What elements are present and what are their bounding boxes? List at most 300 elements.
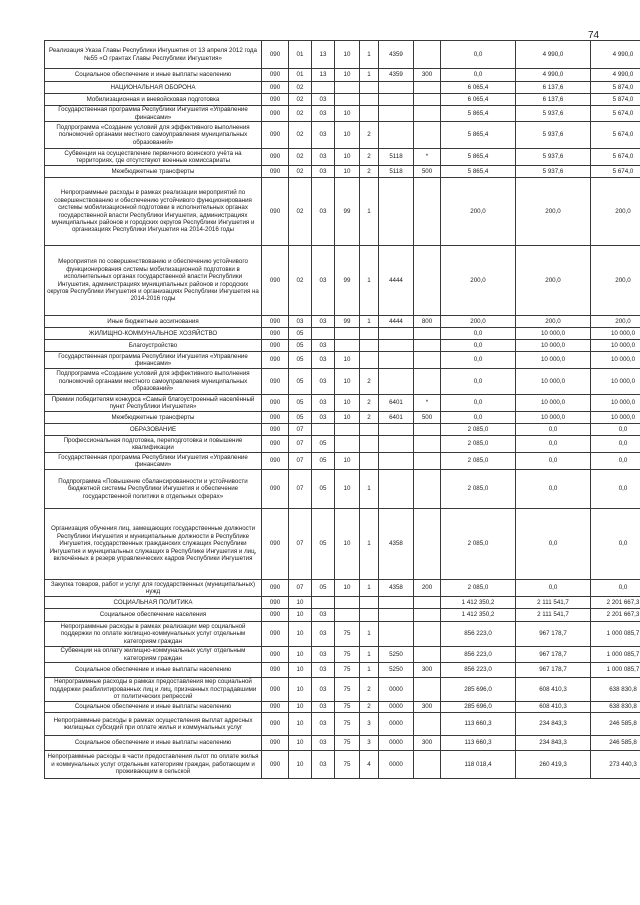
row-target-cell: 4358 (379, 580, 414, 597)
row-name-cell: Социальное обеспечение и иные выплаты населению (45, 736, 262, 751)
row-year2-amount: 0,0 (516, 424, 591, 436)
row-expense-type-cell (414, 609, 441, 622)
row-target-cell: 5118 (379, 166, 414, 178)
row-target-cell (379, 328, 414, 340)
row-section-cell: 10 (289, 751, 312, 779)
row-subprogram-cell: 3 (360, 713, 379, 736)
row-target-cell: 6401 (379, 412, 414, 424)
row-subsection-cell: 03 (312, 751, 335, 779)
row-name-cell: Мобилизационная и вневойсковая подготовка (45, 94, 262, 106)
table-row (45, 178, 640, 246)
row-year1-amount: 200,0 (441, 246, 516, 316)
row-program-cell (335, 328, 360, 340)
row-year3-amount: 10 000,0 (591, 340, 640, 352)
row-program-cell: 75 (335, 702, 360, 713)
row-ved-cell: 090 (262, 622, 289, 647)
row-subsection-cell: 03 (312, 678, 335, 702)
row-expense-type-cell (414, 436, 441, 453)
row-ved-cell: 090 (262, 395, 289, 412)
table-row (45, 94, 640, 106)
row-name-cell: Подпрограмма «Создание условий для эффективного выполнения полномочий органами местного самоуправления муниципальных образований» (45, 369, 262, 395)
row-subsection-cell: 03 (312, 340, 335, 352)
table-row (45, 436, 640, 453)
row-program-cell (335, 597, 360, 609)
row-year3-amount: 2 201 667,3 (591, 609, 640, 622)
row-program-cell (335, 424, 360, 436)
row-year1-amount: 6 065,4 (441, 94, 516, 106)
row-ved-cell: 090 (262, 453, 289, 470)
row-expense-type-cell (414, 246, 441, 316)
row-subsection-cell: 13 (312, 69, 335, 82)
row-subprogram-cell: 4 (360, 751, 379, 779)
row-program-cell: 99 (335, 246, 360, 316)
row-year3-amount: 0,0 (591, 453, 640, 470)
row-year3-amount: 5 874,0 (591, 82, 640, 94)
row-expense-type-cell (414, 94, 441, 106)
row-subprogram-cell: 1 (360, 470, 379, 509)
row-expense-type-cell (414, 369, 441, 395)
row-name-cell: НАЦИОНАЛЬНАЯ ОБОРОНА (45, 82, 262, 94)
row-subprogram-cell: 1 (360, 622, 379, 647)
row-year2-amount: 200,0 (516, 246, 591, 316)
row-year2-amount: 5 937,6 (516, 149, 591, 166)
row-section-cell: 10 (289, 702, 312, 713)
row-program-cell: 75 (335, 678, 360, 702)
row-subprogram-cell: 1 (360, 316, 379, 328)
row-subsection-cell (312, 328, 335, 340)
row-program-cell: 10 (335, 69, 360, 82)
row-section-cell: 05 (289, 340, 312, 352)
row-expense-type-cell (414, 41, 441, 69)
row-name-cell: Непрограммные расходы в рамках реализации мер социальной поддержки по оплате жилищно-коммунальных услуг отдельным категориям граждан (45, 622, 262, 647)
row-year2-amount: 260 419,3 (516, 751, 591, 779)
row-year3-amount: 2 201 667,3 (591, 597, 640, 609)
row-expense-type-cell: 300 (414, 736, 441, 751)
row-expense-type-cell (414, 678, 441, 702)
row-section-cell: 07 (289, 453, 312, 470)
row-year1-amount: 0,0 (441, 352, 516, 369)
table-row (45, 328, 640, 340)
row-subprogram-cell: 3 (360, 736, 379, 751)
row-section-cell: 05 (289, 328, 312, 340)
table-row (45, 106, 640, 122)
row-subprogram-cell: 1 (360, 663, 379, 678)
row-target-cell: 4444 (379, 246, 414, 316)
row-program-cell: 75 (335, 622, 360, 647)
row-ved-cell: 090 (262, 41, 289, 69)
row-year1-amount: 5 865,4 (441, 166, 516, 178)
row-name-cell: Иные бюджетные ассигнования (45, 316, 262, 328)
row-year1-amount: 113 660,3 (441, 713, 516, 736)
row-year1-amount: 5 865,4 (441, 149, 516, 166)
row-expense-type-cell (414, 453, 441, 470)
row-year3-amount: 200,0 (591, 178, 640, 246)
row-program-cell: 10 (335, 470, 360, 509)
row-subsection-cell: 03 (312, 369, 335, 395)
row-target-cell: 5118 (379, 149, 414, 166)
row-name-cell: Межбюджетные трансферты (45, 412, 262, 424)
row-subsection-cell: 05 (312, 453, 335, 470)
row-target-cell: 0000 (379, 713, 414, 736)
row-name-cell: Премии победителям конкурса «Самый благоустроенный населённый пункт Республики Ингушетия» (45, 395, 262, 412)
row-year1-amount: 2 085,0 (441, 424, 516, 436)
row-ved-cell: 090 (262, 328, 289, 340)
table-row (45, 369, 640, 395)
row-target-cell (379, 352, 414, 369)
row-year1-amount: 856 223,0 (441, 647, 516, 663)
table-row (45, 597, 640, 609)
row-ved-cell: 090 (262, 609, 289, 622)
row-year2-amount: 10 000,0 (516, 352, 591, 369)
table-row (45, 149, 640, 166)
row-section-cell: 03 (289, 316, 312, 328)
row-subsection-cell: 03 (312, 149, 335, 166)
row-expense-type-cell: 200 (414, 580, 441, 597)
row-ved-cell: 090 (262, 340, 289, 352)
row-target-cell (379, 453, 414, 470)
row-ved-cell: 090 (262, 736, 289, 751)
row-ved-cell: 090 (262, 69, 289, 82)
row-expense-type-cell: 300 (414, 69, 441, 82)
row-year2-amount: 10 000,0 (516, 340, 591, 352)
row-program-cell: 10 (335, 352, 360, 369)
row-program-cell (335, 94, 360, 106)
row-year2-amount: 5 937,6 (516, 106, 591, 122)
row-year2-amount: 0,0 (516, 509, 591, 580)
row-program-cell: 99 (335, 316, 360, 328)
row-year2-amount: 10 000,0 (516, 328, 591, 340)
row-year3-amount: 5 674,0 (591, 106, 640, 122)
table-row (45, 246, 640, 316)
row-year1-amount: 2 085,0 (441, 436, 516, 453)
row-program-cell: 10 (335, 149, 360, 166)
row-year1-amount: 285 696,0 (441, 678, 516, 702)
row-program-cell: 10 (335, 395, 360, 412)
row-program-cell: 10 (335, 41, 360, 69)
row-ved-cell: 090 (262, 597, 289, 609)
row-expense-type-cell (414, 713, 441, 736)
row-year2-amount: 967 178,7 (516, 647, 591, 663)
row-program-cell: 75 (335, 736, 360, 751)
row-expense-type-cell: 500 (414, 412, 441, 424)
row-year2-amount: 5 937,6 (516, 166, 591, 178)
table-row (45, 751, 640, 779)
row-year3-amount: 200,0 (591, 246, 640, 316)
row-ved-cell: 090 (262, 412, 289, 424)
row-subprogram-cell (360, 340, 379, 352)
row-program-cell (335, 82, 360, 94)
row-subprogram-cell (360, 352, 379, 369)
row-year2-amount: 4 990,0 (516, 41, 591, 69)
row-section-cell: 02 (289, 94, 312, 106)
row-year3-amount: 246 585,8 (591, 736, 640, 751)
row-subprogram-cell: 2 (360, 369, 379, 395)
row-ved-cell: 090 (262, 424, 289, 436)
row-ved-cell: 090 (262, 369, 289, 395)
row-year2-amount: 200,0 (516, 316, 591, 328)
row-subsection-cell: 03 (312, 736, 335, 751)
row-year1-amount: 1 412 350,2 (441, 597, 516, 609)
row-expense-type-cell (414, 178, 441, 246)
table-row (45, 580, 640, 597)
row-target-cell: 4359 (379, 41, 414, 69)
row-ved-cell: 090 (262, 122, 289, 149)
row-year3-amount: 10 000,0 (591, 352, 640, 369)
table-row (45, 609, 640, 622)
row-section-cell: 07 (289, 509, 312, 580)
row-year1-amount: 285 696,0 (441, 702, 516, 713)
table-row (45, 316, 640, 328)
row-subsection-cell (312, 424, 335, 436)
row-program-cell: 10 (335, 412, 360, 424)
row-target-cell (379, 340, 414, 352)
row-expense-type-cell (414, 470, 441, 509)
row-target-cell: 6401 (379, 395, 414, 412)
row-section-cell: 10 (289, 609, 312, 622)
row-year2-amount: 608 410,3 (516, 702, 591, 713)
row-program-cell: 10 (335, 453, 360, 470)
table-row (45, 678, 640, 702)
row-expense-type-cell (414, 106, 441, 122)
row-year1-amount: 2 085,0 (441, 509, 516, 580)
row-section-cell: 02 (289, 82, 312, 94)
row-target-cell (379, 424, 414, 436)
table-row (45, 736, 640, 751)
table-row (45, 453, 640, 470)
row-section-cell: 02 (289, 106, 312, 122)
row-name-cell: Непрограммные расходы в части предоставления льгот по оплате жилья и коммунальных услуг отдельным категориям граждан, работающим и проживающим в сельской (45, 751, 262, 779)
row-target-cell: 5250 (379, 663, 414, 678)
row-subprogram-cell: 1 (360, 580, 379, 597)
row-expense-type-cell (414, 340, 441, 352)
row-year2-amount: 10 000,0 (516, 412, 591, 424)
row-year2-amount: 10 000,0 (516, 369, 591, 395)
row-target-cell (379, 94, 414, 106)
row-subsection-cell: 03 (312, 316, 335, 328)
row-subprogram-cell (360, 609, 379, 622)
row-year3-amount: 1 000 085,7 (591, 622, 640, 647)
row-subprogram-cell: 1 (360, 647, 379, 663)
row-subprogram-cell: 1 (360, 246, 379, 316)
row-year3-amount: 10 000,0 (591, 412, 640, 424)
row-subprogram-cell: 2 (360, 702, 379, 713)
row-year2-amount: 234 843,3 (516, 736, 591, 751)
row-ved-cell: 090 (262, 149, 289, 166)
row-subprogram-cell (360, 94, 379, 106)
row-name-cell: Подпрограмма «Повышение сбалансированности и устойчивости бюджетной системы Республики Ингушетия и обеспечение государственной политики в отдельных сферах» (45, 470, 262, 509)
row-year1-amount: 0,0 (441, 412, 516, 424)
row-subprogram-cell: 2 (360, 166, 379, 178)
row-expense-type-cell (414, 424, 441, 436)
row-section-cell: 02 (289, 149, 312, 166)
row-year3-amount: 5 674,0 (591, 166, 640, 178)
row-subsection-cell: 03 (312, 94, 335, 106)
row-name-cell: Профессиональная подготовка, переподготовка и повышение квалификации (45, 436, 262, 453)
table-row (45, 69, 640, 82)
row-target-cell (379, 436, 414, 453)
row-name-cell: Государственная программа Республики Ингушетия «Управление финансами» (45, 453, 262, 470)
row-section-cell: 10 (289, 678, 312, 702)
row-subprogram-cell: 1 (360, 69, 379, 82)
row-section-cell: 01 (289, 41, 312, 69)
table-row (45, 395, 640, 412)
row-section-cell: 05 (289, 412, 312, 424)
row-year1-amount: 0,0 (441, 340, 516, 352)
row-name-cell: Организация обучения лиц, замещающих государственные должности Республики Ингушетия и муниципальные должности в Республике Ингушетия, государственных гражданских служащих Республики Ингушетия и муниципальных служащих в Республике Ингушетия и лиц, включённых в резерв управленческих кадров Республики Ингушетия (45, 509, 262, 580)
row-year3-amount: 0,0 (591, 580, 640, 597)
row-program-cell: 75 (335, 663, 360, 678)
row-name-cell: Субвенции на осуществление первичного воинского учёта на территориях, где отсутствуют военные комиссариаты (45, 149, 262, 166)
row-year2-amount: 4 990,0 (516, 69, 591, 82)
row-subsection-cell: 03 (312, 166, 335, 178)
row-year3-amount: 5 874,0 (591, 94, 640, 106)
row-program-cell (335, 436, 360, 453)
table-row (45, 509, 640, 580)
row-target-cell: 0000 (379, 702, 414, 713)
row-year3-amount: 0,0 (591, 509, 640, 580)
table-row (45, 663, 640, 678)
row-year1-amount: 2 085,0 (441, 580, 516, 597)
row-expense-type-cell (414, 751, 441, 779)
row-expense-type-cell (414, 328, 441, 340)
row-ved-cell: 090 (262, 106, 289, 122)
row-subprogram-cell: 2 (360, 122, 379, 149)
row-expense-type-cell (414, 622, 441, 647)
row-subsection-cell: 03 (312, 622, 335, 647)
row-year3-amount: 200,0 (591, 316, 640, 328)
row-year1-amount: 2 085,0 (441, 470, 516, 509)
row-year3-amount: 638 830,8 (591, 678, 640, 702)
row-ved-cell: 090 (262, 246, 289, 316)
row-expense-type-cell (414, 122, 441, 149)
table-row (45, 352, 640, 369)
row-year1-amount: 5 865,4 (441, 106, 516, 122)
row-year1-amount: 118 018,4 (441, 751, 516, 779)
row-year3-amount: 10 000,0 (591, 395, 640, 412)
row-subsection-cell: 13 (312, 41, 335, 69)
row-expense-type-cell: 800 (414, 316, 441, 328)
row-subsection-cell: 03 (312, 609, 335, 622)
row-subsection-cell: 03 (312, 713, 335, 736)
row-section-cell: 07 (289, 436, 312, 453)
row-year3-amount: 246 585,8 (591, 713, 640, 736)
row-year1-amount: 200,0 (441, 316, 516, 328)
row-year2-amount: 0,0 (516, 453, 591, 470)
row-name-cell: Закупка товаров, работ и услуг для государственных (муниципальных) нужд (45, 580, 262, 597)
row-ved-cell: 090 (262, 509, 289, 580)
row-year3-amount: 0,0 (591, 470, 640, 509)
row-year3-amount: 1 000 085,7 (591, 663, 640, 678)
row-year2-amount: 608 410,3 (516, 678, 591, 702)
row-year2-amount: 6 137,6 (516, 94, 591, 106)
row-expense-type-cell (414, 647, 441, 663)
table-row (45, 166, 640, 178)
row-year1-amount: 0,0 (441, 41, 516, 69)
row-section-cell: 02 (289, 178, 312, 246)
row-ved-cell: 090 (262, 580, 289, 597)
row-year1-amount: 6 065,4 (441, 82, 516, 94)
row-name-cell: Непрограммные расходы в рамках осуществления выплат адресных жилищных субсидий при оплате жилья и коммунальных услуг (45, 713, 262, 736)
row-subsection-cell: 03 (312, 395, 335, 412)
row-year3-amount: 5 674,0 (591, 122, 640, 149)
row-program-cell: 75 (335, 647, 360, 663)
row-subsection-cell: 03 (312, 412, 335, 424)
row-subsection-cell: 05 (312, 470, 335, 509)
row-name-cell: Государственная программа Республики Ингушетия «Управление финансами» (45, 352, 262, 369)
row-target-cell: 4444 (379, 316, 414, 328)
row-subprogram-cell: 1 (360, 509, 379, 580)
row-expense-type-cell (414, 509, 441, 580)
row-ved-cell: 090 (262, 166, 289, 178)
row-year1-amount: 2 085,0 (441, 453, 516, 470)
row-year2-amount: 5 937,6 (516, 122, 591, 149)
row-program-cell: 10 (335, 122, 360, 149)
row-year1-amount: 113 660,3 (441, 736, 516, 751)
table-row (45, 622, 640, 647)
budget-table (44, 40, 640, 779)
row-subprogram-cell: 1 (360, 41, 379, 69)
table-row (45, 470, 640, 509)
row-year3-amount: 638 830,8 (591, 702, 640, 713)
row-name-cell: Социальное обеспечение и иные выплаты населению (45, 702, 262, 713)
row-year3-amount: 4 990,0 (591, 41, 640, 69)
row-section-cell: 10 (289, 622, 312, 647)
row-section-cell: 07 (289, 470, 312, 509)
row-section-cell: 02 (289, 122, 312, 149)
row-subprogram-cell: 2 (360, 412, 379, 424)
row-subsection-cell: 05 (312, 509, 335, 580)
row-ved-cell: 090 (262, 94, 289, 106)
budget-table-body (45, 41, 640, 779)
row-subprogram-cell (360, 436, 379, 453)
row-year2-amount: 2 111 541,7 (516, 597, 591, 609)
row-target-cell: 0000 (379, 678, 414, 702)
row-name-cell: ЖИЛИЩНО-КОММУНАЛЬНОЕ ХОЗЯЙСТВО (45, 328, 262, 340)
row-subsection-cell: 03 (312, 702, 335, 713)
row-section-cell: 02 (289, 246, 312, 316)
table-row (45, 713, 640, 736)
table-row (45, 340, 640, 352)
row-year2-amount: 6 137,6 (516, 82, 591, 94)
row-target-cell (379, 622, 414, 647)
row-target-cell (379, 106, 414, 122)
row-year1-amount: 856 223,0 (441, 622, 516, 647)
row-ved-cell: 090 (262, 713, 289, 736)
row-ved-cell: 090 (262, 316, 289, 328)
row-subprogram-cell (360, 328, 379, 340)
row-expense-type-cell: 300 (414, 702, 441, 713)
table-row (45, 412, 640, 424)
row-subprogram-cell (360, 82, 379, 94)
row-subsection-cell: 03 (312, 246, 335, 316)
row-year1-amount: 0,0 (441, 328, 516, 340)
row-program-cell: 10 (335, 106, 360, 122)
row-year3-amount: 0,0 (591, 436, 640, 453)
row-expense-type-cell (414, 82, 441, 94)
row-subprogram-cell (360, 424, 379, 436)
row-name-cell: Социальное обеспечение и иные выплаты населению (45, 663, 262, 678)
row-section-cell: 05 (289, 395, 312, 412)
row-subsection-cell: 03 (312, 663, 335, 678)
row-year2-amount: 200,0 (516, 178, 591, 246)
row-name-cell: Непрограммные расходы в рамках реализации мероприятий по совершенствованию и обеспечению устойчивого функционирования системы мобилизационной подготовки в исполнительных органах государственной власти Республики Ингушетия, администрациях муниципальных районов и городских округов Республики Ингушетия и организациях Республики Ингушетия на 2014-2016 годы (45, 178, 262, 246)
row-section-cell: 02 (289, 166, 312, 178)
row-subsection-cell: 03 (312, 122, 335, 149)
row-name-cell: Социальное обеспечение населения (45, 609, 262, 622)
row-name-cell: Непрограммные расходы в рамках предоставления мер социальной поддержки реабилитированных лиц и лиц, признанных пострадавшими от политических репрессий (45, 678, 262, 702)
row-target-cell (379, 369, 414, 395)
row-ved-cell: 090 (262, 436, 289, 453)
